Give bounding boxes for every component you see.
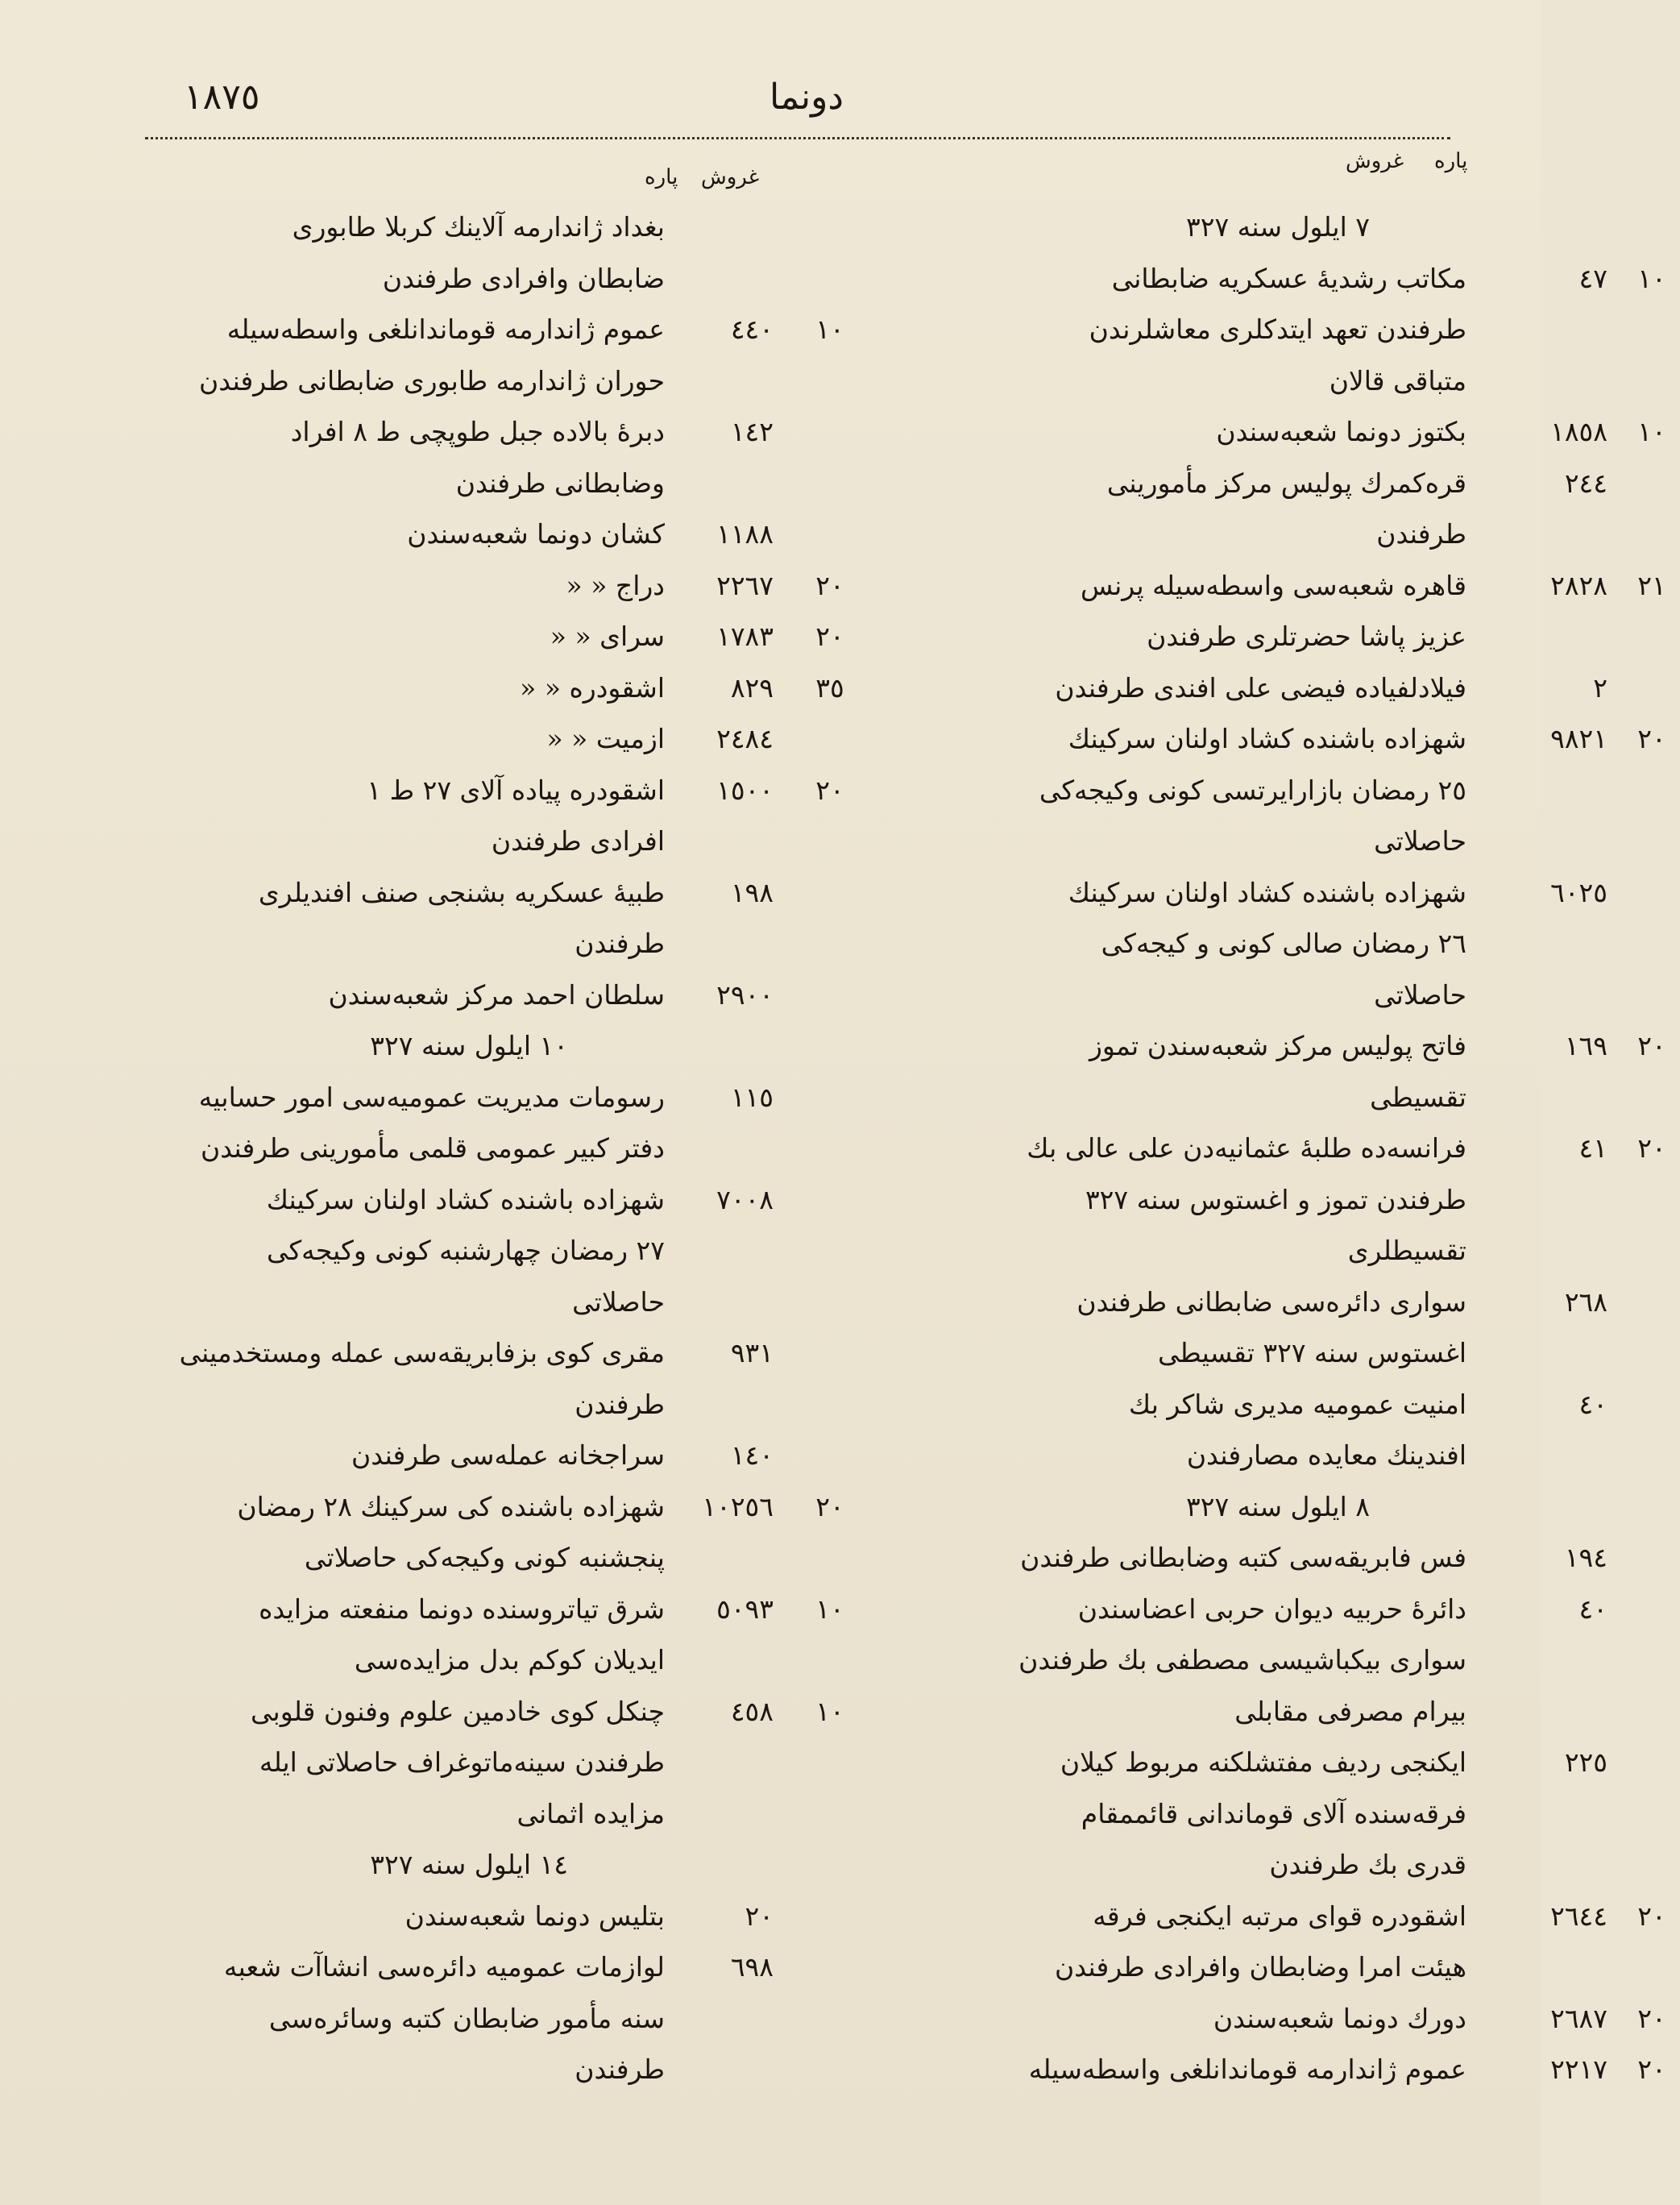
entry-text: طرفندن bbox=[1376, 518, 1466, 550]
piastre-amount: ٤١ bbox=[1578, 1132, 1607, 1164]
piastre-amount: ٢٠ bbox=[745, 1900, 774, 1932]
entry-text: چنكل كوی خادمین علوم وفنون قلوبی bbox=[251, 1695, 665, 1727]
entry-text: مقری كوی بزفابریقه‌سی عمله ومستخدمینی bbox=[179, 1337, 665, 1368]
ledger-row bbox=[854, 1788, 1466, 1840]
entry-text: طرفندن تعهد ایتدكلری معاشلرندن bbox=[1089, 314, 1466, 345]
entry-text: عموم ژاندارمه قوماندانلغی واسطه‌سیله bbox=[226, 314, 665, 345]
entry-text: افندینك معایده مصارفندن bbox=[1186, 1439, 1466, 1471]
ledger-row bbox=[137, 867, 774, 919]
entry-text: فیلادلفیاده فیضی علی افندی طرفندن bbox=[1055, 671, 1466, 704]
ledger-row bbox=[854, 560, 1666, 612]
entry-text: طرفندن bbox=[575, 2053, 665, 2085]
entry-text: سواری بیكباشیسی مصطفی بك طرفندن bbox=[1018, 1644, 1466, 1676]
ledger-row bbox=[137, 918, 774, 970]
entry-text: اشقودره قوای مرتبه ایكنجی فرقه bbox=[1093, 1900, 1466, 1932]
entry-text: فرقه‌سنده آلای قوماندانی قائممقام bbox=[1081, 1797, 1466, 1829]
entry-text: حاصلاتی bbox=[1374, 978, 1466, 1011]
entry-text: دائرهٔ حربیه دیوان حربی اعضاسندن bbox=[1077, 1592, 1466, 1625]
para-amount: ١٠ bbox=[815, 1592, 844, 1625]
ledger-row bbox=[137, 1072, 774, 1123]
ledger-row bbox=[854, 1993, 1666, 2045]
piastre-amount: ٦٩٨ bbox=[730, 1951, 774, 1983]
para-amount: ٢٠ bbox=[1637, 1030, 1666, 1061]
ledger-row bbox=[137, 1634, 774, 1686]
ledger-row bbox=[854, 2044, 1666, 2095]
piastre-amount: ٢٩٠٠ bbox=[716, 978, 774, 1011]
entry-text: شهزاده باشنده كشاد اولنان سركینك bbox=[1068, 876, 1466, 908]
ledger-row bbox=[137, 560, 844, 612]
ledger-row bbox=[137, 1020, 774, 1072]
ledger-row bbox=[137, 253, 774, 305]
entry-text: ٢٥ رمضان بازارایرتسی كونی وكیجه‌كی bbox=[1039, 774, 1466, 806]
ledger-row bbox=[854, 816, 1466, 867]
entry-text: طرفندن bbox=[575, 928, 665, 959]
piastre-amount: ٤٥٨ bbox=[730, 1695, 774, 1727]
ledger-row bbox=[854, 1737, 1607, 1788]
ledger-row bbox=[137, 611, 844, 662]
entry-text: طرفندن تموز و اغستوس سنه ٣٢٧ bbox=[1085, 1183, 1466, 1215]
ledger-row bbox=[854, 970, 1466, 1021]
right-piastre-header: غروش bbox=[1346, 149, 1404, 173]
ledger-row bbox=[137, 662, 844, 714]
entry-text: ٢٦ رمضان صالی كونی و كیجه‌كی bbox=[1101, 928, 1466, 959]
ledger-row bbox=[137, 1379, 774, 1431]
ledger-row bbox=[854, 1225, 1466, 1277]
ledger-row bbox=[137, 1788, 774, 1840]
piastre-amount: ٢٢٥ bbox=[1564, 1746, 1607, 1778]
piastre-amount: ١٩٤ bbox=[1564, 1542, 1607, 1573]
ledger-row bbox=[854, 458, 1607, 509]
ledger-row bbox=[854, 1686, 1466, 1738]
header-rule bbox=[145, 137, 1450, 139]
ledger-row bbox=[137, 1584, 844, 1635]
entry-text: طبیهٔ عسكریه بشنجی صنف افندیلری bbox=[258, 876, 665, 908]
ledger-row bbox=[137, 355, 774, 407]
ledger-row bbox=[137, 1430, 774, 1481]
piastre-amount: ١٠٢٥٦ bbox=[702, 1490, 774, 1522]
entry-text: بیرام مصرفی مقابلی bbox=[1234, 1695, 1466, 1727]
entry-text: تقسیطلری bbox=[1347, 1235, 1466, 1266]
ledger-row bbox=[854, 765, 1466, 816]
para-amount: ١٠ bbox=[1637, 416, 1666, 447]
entry-text: فاتح پولیس مركز شعبه‌سندن تموز bbox=[1089, 1030, 1466, 1061]
ledger-row bbox=[137, 765, 844, 816]
entry-text: قدری بك طرفندن bbox=[1269, 1849, 1466, 1880]
ledger-row bbox=[854, 201, 1466, 253]
ledger-row bbox=[854, 1277, 1607, 1328]
entry-text: بغداد ژاندارمه آلاینك كربلا طابوری bbox=[292, 211, 665, 243]
entry-text: ٨ ایلول سنه ٣٢٧ bbox=[1186, 1490, 1370, 1522]
piastre-amount: ٢٦٨ bbox=[1564, 1285, 1607, 1318]
piastre-amount: ١١٥ bbox=[730, 1081, 774, 1113]
ledger-row bbox=[137, 1123, 774, 1174]
ledger-row bbox=[137, 816, 774, 867]
entry-text: سلطان احمد مركز شعبه‌سندن bbox=[328, 978, 665, 1011]
ledger-row bbox=[137, 1839, 774, 1891]
entry-text: شهزاده باشنده كشاد اولنان سركینك bbox=[1068, 723, 1466, 754]
entry-text: قاهره شعبه‌سی واسطه‌سیله پرنس bbox=[1081, 569, 1466, 601]
para-amount: ٢٠ bbox=[815, 774, 844, 806]
piastre-amount: ٢٦٤٤ bbox=[1550, 1900, 1607, 1932]
piastre-amount: ٤٧ bbox=[1578, 262, 1607, 294]
para-amount: ١٠ bbox=[1637, 262, 1666, 294]
entry-text: دفتر كبیر عمومی قلمی مأمورینی طرفندن bbox=[200, 1132, 665, 1164]
ledger-row bbox=[137, 201, 774, 253]
entry-text: ٧ ایلول سنه ٣٢٧ bbox=[1186, 211, 1370, 243]
ledger-row bbox=[854, 509, 1466, 560]
entry-text: ١٠ ایلول سنه ٣٢٧ bbox=[370, 1030, 568, 1061]
piastre-amount: ٤٠ bbox=[1578, 1592, 1607, 1625]
piastre-amount: ٥٠٩٣ bbox=[716, 1592, 774, 1625]
ledger-row bbox=[137, 1277, 774, 1328]
ledger-row bbox=[137, 458, 774, 509]
para-amount: ٢٠ bbox=[1637, 2053, 1666, 2085]
piastre-amount: ٤٤٠ bbox=[730, 314, 774, 345]
ledger-row bbox=[854, 304, 1466, 355]
piastre-amount: ٢ bbox=[1593, 671, 1607, 704]
ledger-row bbox=[137, 1891, 774, 1942]
ledger-row bbox=[854, 253, 1666, 305]
piastre-amount: ٢٢١٧ bbox=[1550, 2053, 1607, 2085]
ledger-row bbox=[137, 1941, 774, 1993]
para-amount: ٢٠ bbox=[815, 569, 844, 601]
entry-text: دراج « « bbox=[566, 569, 665, 601]
entry-text: طرفندن سینه‌ماتوغراف حاصلاتی ایله bbox=[259, 1746, 665, 1778]
para-amount: ١٠ bbox=[815, 1695, 844, 1727]
page-title: دونما bbox=[769, 77, 844, 118]
ledger-row bbox=[854, 867, 1607, 919]
entry-text: عموم ژاندارمه قوماندانلغی واسطه‌سیله bbox=[1028, 2053, 1466, 2085]
ledger-row bbox=[137, 970, 774, 1021]
ledger-row bbox=[854, 1481, 1466, 1533]
piastre-amount: ١٨٥٨ bbox=[1550, 416, 1607, 447]
entry-text: اغستوس سنه ٣٢٧ تقسیطی bbox=[1158, 1337, 1466, 1368]
entry-text: سنه مأمور ضابطان كتبه وسائره‌سی bbox=[268, 2002, 665, 2034]
piastre-amount: ٢٦٨٧ bbox=[1550, 2002, 1607, 2034]
entry-text: سرای « « bbox=[550, 621, 665, 652]
piastre-amount: ٢٨٢٨ bbox=[1550, 569, 1607, 601]
ledger-row bbox=[854, 1327, 1466, 1379]
ledger-row bbox=[137, 1993, 774, 2045]
entry-text: ضابطان وافرادی طرفندن bbox=[382, 262, 665, 294]
ledger-row bbox=[137, 1225, 774, 1277]
entry-text: سواری دائره‌سی ضابطانی طرفندن bbox=[1076, 1285, 1466, 1318]
entry-text: ٢٧ رمضان چهارشنبه كونی وكیجه‌كی bbox=[266, 1235, 665, 1266]
left-para-header: پاره bbox=[645, 165, 678, 189]
para-amount: ٢٠ bbox=[1637, 1132, 1666, 1164]
entry-text: سراجخانه عمله‌سی طرفندن bbox=[351, 1439, 665, 1471]
page-number: ١٨٧٥ bbox=[184, 77, 260, 118]
entry-text: متباقی قالان bbox=[1329, 364, 1466, 397]
entry-text: عزیز پاشا حضرتلری طرفندن bbox=[1147, 621, 1466, 652]
ledger-row bbox=[854, 713, 1666, 765]
left-piastre-header: غروش bbox=[701, 165, 760, 189]
ledger-row bbox=[854, 1532, 1607, 1584]
para-amount: ٢٠ bbox=[1637, 1900, 1666, 1932]
entry-text: هیئت امرا وضابطان وافرادی طرفندن bbox=[1054, 1951, 1466, 1983]
ledger-row bbox=[137, 1737, 774, 1788]
ledger-row bbox=[854, 662, 1607, 714]
entry-text: اشقودره پیاده آلای ٢٧ ط ١ bbox=[367, 774, 665, 806]
entry-text: وضابطانی طرفندن bbox=[455, 467, 665, 499]
entry-text: امنیت عمومیه مدیری شاكر بك bbox=[1128, 1388, 1466, 1420]
ledger-row bbox=[854, 1379, 1607, 1431]
ledger-row bbox=[854, 1430, 1466, 1481]
para-amount: ٢٠ bbox=[815, 621, 844, 652]
entry-text: بتلیس دونما شعبه‌سندن bbox=[404, 1900, 665, 1932]
piastre-amount: ٩٣١ bbox=[730, 1337, 774, 1368]
piastre-amount: ٦٠٢٥ bbox=[1550, 876, 1607, 908]
piastre-amount: ١٦٩ bbox=[1564, 1030, 1607, 1061]
ledger-row bbox=[137, 304, 844, 355]
entry-text: بكتوز دونما شعبه‌سندن bbox=[1216, 416, 1466, 447]
ledger-row bbox=[854, 1174, 1466, 1226]
entry-text: افرادی طرفندن bbox=[491, 825, 665, 857]
ledger-row bbox=[854, 1072, 1466, 1123]
piastre-amount: ١٧٨٣ bbox=[716, 621, 774, 652]
ledger-row bbox=[137, 713, 774, 765]
left-column bbox=[137, 201, 844, 2095]
entry-text: اشقودره « « bbox=[520, 671, 665, 704]
piastre-amount: ٢٢٦٧ bbox=[716, 569, 774, 601]
entry-text: ازمیت « « bbox=[546, 723, 665, 754]
para-amount: ٢٠ bbox=[815, 1490, 844, 1522]
piastre-amount: ١٤٢ bbox=[730, 416, 774, 447]
entry-text: كشان دونما شعبه‌سندن bbox=[407, 518, 665, 550]
entry-text: فرانسه‌ده طلبهٔ عثمانیه‌دن علی عالی بك bbox=[1027, 1132, 1466, 1164]
entry-text: قره‌كمرك پولیس مركز مأمورینی bbox=[1106, 467, 1466, 499]
para-amount: ٢٠ bbox=[1637, 723, 1666, 754]
entry-text: لوازمات عمومیه دائره‌سی انشاآت شعبه‌ bbox=[223, 1951, 665, 1983]
ledger-row bbox=[137, 1532, 774, 1584]
entry-text: حاصلاتی bbox=[1374, 825, 1466, 857]
ledger-row bbox=[854, 918, 1466, 970]
ledger-row bbox=[137, 1686, 844, 1738]
piastre-amount: ٨٢٩ bbox=[730, 671, 774, 704]
para-amount: ١٠ bbox=[815, 314, 844, 345]
piastre-amount: ٧٠٠٨ bbox=[716, 1183, 774, 1215]
entry-text: ایدیلان كوكم بدل مزایده‌سی bbox=[354, 1644, 665, 1676]
ledger-row bbox=[137, 406, 774, 458]
ledger-row bbox=[854, 1941, 1466, 1993]
right-para-header: پاره bbox=[1434, 149, 1468, 173]
ledger-row bbox=[854, 1839, 1466, 1891]
ledger-row bbox=[137, 1174, 774, 1226]
ledger-row bbox=[854, 1123, 1666, 1174]
para-amount: ٣٥ bbox=[815, 671, 844, 704]
ledger-row bbox=[854, 611, 1466, 662]
piastre-amount: ٢٤٤ bbox=[1564, 467, 1607, 499]
ledger-row bbox=[137, 1481, 844, 1533]
ledger-row bbox=[137, 2044, 774, 2095]
entry-text: شرق تیاتروسنده دونما منفعته مزایده bbox=[259, 1592, 665, 1625]
entry-text: پنجشنبه كونی وكیجه‌كی حاصلاتی bbox=[304, 1542, 665, 1573]
ledger-row bbox=[854, 1584, 1607, 1635]
right-column bbox=[854, 201, 1666, 2095]
ledger-row bbox=[137, 509, 774, 560]
ledger-row bbox=[854, 1634, 1466, 1686]
piastre-amount: ٢٤٨٤ bbox=[716, 723, 774, 754]
entry-text: ایكنجی ردیف مفتشلكنه مربوط كیلان bbox=[1060, 1746, 1466, 1778]
entry-text: مكاتب رشدیهٔ عسكریه ضابطانی bbox=[1111, 262, 1466, 294]
entry-text: مزایده اثمانی bbox=[516, 1797, 665, 1829]
entry-text: رسومات مدیریت عمومیه‌سی امور حسابیه bbox=[198, 1081, 665, 1113]
piastre-amount: ١١٨٨ bbox=[716, 518, 774, 550]
ledger-row bbox=[137, 1327, 774, 1379]
entry-text: دبرهٔ بالاده جبل طوپچی ط ٨ افراد bbox=[290, 416, 665, 447]
entry-text: شهزاده باشنده كی سركینك ٢٨ رمضان bbox=[237, 1490, 665, 1522]
entry-text: شهزاده باشنده كشاد اولنان سركینك bbox=[266, 1183, 665, 1215]
entry-text: طرفندن bbox=[575, 1388, 665, 1420]
entry-text: دورك دونما شعبه‌سندن bbox=[1213, 2002, 1466, 2034]
para-amount: ٢٠ bbox=[1637, 2002, 1666, 2034]
entry-text: فس فابریقه‌سی كتبه وضابطانی طرفندن bbox=[1020, 1542, 1466, 1573]
ledger-row bbox=[854, 1891, 1666, 1942]
piastre-amount: ١٤٠ bbox=[730, 1439, 774, 1471]
piastre-amount: ١٩٨ bbox=[730, 876, 774, 908]
piastre-amount: ٤٠ bbox=[1578, 1388, 1607, 1420]
ledger-row bbox=[854, 1020, 1666, 1072]
para-amount: ٢١ bbox=[1637, 569, 1666, 601]
entry-text: ١٤ ایلول سنه ٣٢٧ bbox=[370, 1849, 568, 1880]
entry-text: حاصلاتی bbox=[572, 1285, 665, 1318]
ledger-row bbox=[854, 355, 1466, 407]
entry-text: تقسیطی bbox=[1370, 1081, 1466, 1113]
entry-text: حوران ژاندارمه طابوری ضابطانی طرفندن bbox=[199, 364, 665, 397]
ledger-row bbox=[854, 406, 1666, 458]
piastre-amount: ١٥٠٠ bbox=[716, 774, 774, 806]
piastre-amount: ٩٨٢١ bbox=[1550, 723, 1607, 754]
